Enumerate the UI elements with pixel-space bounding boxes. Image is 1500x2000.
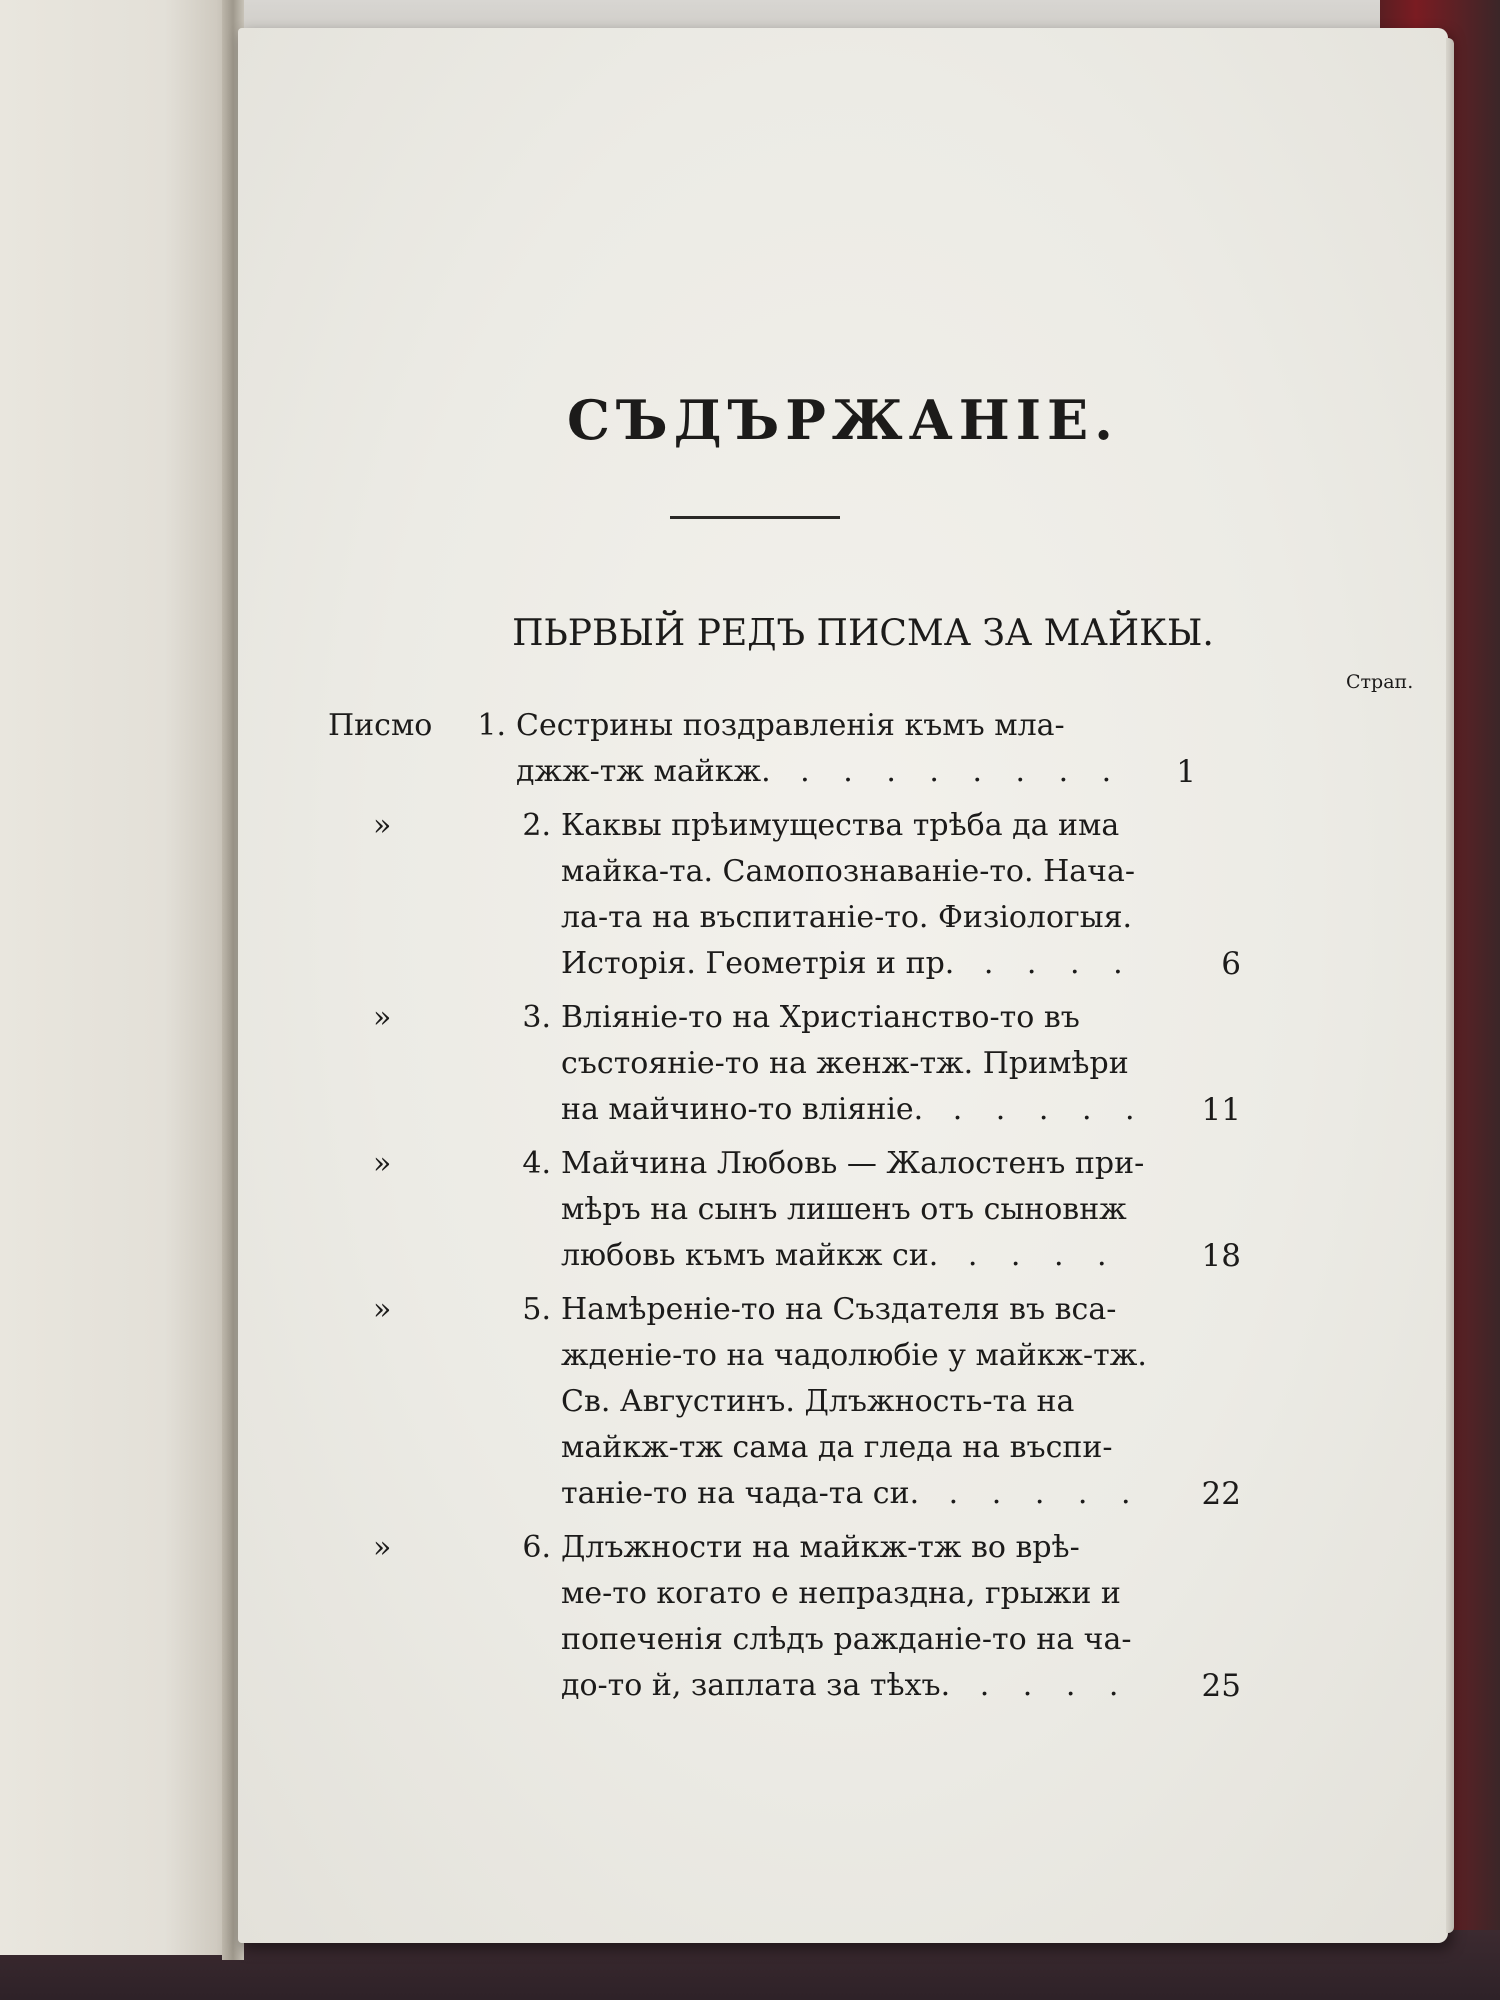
entry-number: 5. [522,1292,551,1327]
entry-page-number: 25 [1201,1668,1241,1704]
leader-dots: . . . . . . . . [778,754,1124,789]
toc-entry [328,995,1428,1133]
entry-description [561,995,1156,1133]
leader-dots: . . . . [946,1238,1119,1273]
toc-entry [328,803,1428,987]
entry-lead: » [373,1146,392,1181]
entry-lead: » [373,1292,392,1327]
entry-description [561,803,1156,987]
entry-line: Длъжности на майкж-тж во врѣ- [561,1530,1080,1565]
entry-line: майка-та. Самопознаваніе-то. Нача- [561,854,1135,889]
entry-line: състояніе-то на женж-тж. Примѣри [561,1046,1129,1081]
entry-lead: » [373,1000,392,1035]
entry-line: мѣръ на сынъ лишенъ отъ сыновнж [561,1192,1127,1227]
entry-number: 3. [522,1000,551,1035]
toc-entry [328,1141,1428,1279]
entry-number: 4. [522,1146,551,1181]
entry-line: любовь къмъ майкж си. [561,1238,939,1273]
entry-line: Вліяніе-то на Христіанство-то въ [561,1000,1080,1035]
left-page [0,0,235,1955]
entry-page-number: 11 [1201,1092,1241,1128]
leader-dots: . . . . . [927,1476,1143,1511]
entry-lead: » [373,808,392,843]
entry-line: ла-та на въспитаніе-то. Физіологыя. [561,900,1133,935]
entry-line: Св. Августинъ. Длъжность-та на [561,1384,1075,1419]
leader-dots: . . . . [958,1668,1131,1703]
entry-line: Намѣреніе-то на Създателя въ вса- [561,1292,1117,1327]
leader-dots: . . . . . [931,1092,1147,1127]
book-page [238,28,1448,1943]
entry-description [561,1141,1156,1279]
entry-line: до-то й, заплата за тѣхъ. [561,1668,951,1703]
section-heading: ПЬРВЫЙ РЕДЪ ПИСМА ЗА МАЙКЫ. [512,613,1214,654]
entry-line: майкж-тж сама да гледа на въспи- [561,1430,1113,1465]
entry-number: 6. [522,1530,551,1565]
entry-line: Исторія. Геометрія и пр. [561,946,955,981]
entry-page-number: 18 [1201,1238,1241,1274]
entry-line: Майчина Любовь — Жалостенъ при- [561,1146,1145,1181]
entry-line: таніе-то на чада-та си. [561,1476,920,1511]
page-column-label: Страп. [1346,671,1414,693]
entry-line: джж-тж майкж. [516,754,771,789]
toc-entry [328,1525,1428,1709]
entry-line: на майчино-то вліяніе. [561,1092,924,1127]
toc-entry [328,1287,1428,1517]
entry-number: 1. [477,708,506,743]
entry-description [561,1525,1156,1709]
page-title: СЪДЪРЖАНІЕ. [567,388,1119,452]
table-of-contents [328,703,1428,1709]
toc-entry [328,703,1428,795]
title-rule [670,516,840,519]
entry-page-number: 6 [1221,946,1241,982]
leader-dots: . . . . [962,946,1135,981]
entry-lead: » [373,1530,392,1565]
entry-lead: Писмо [328,708,433,743]
page-edge [1446,38,1454,1933]
entry-line: ме-то когато е непраздна, грыжи и [561,1576,1121,1611]
entry-page-number: 22 [1201,1476,1241,1512]
entry-line: Каквы прѣимущества трѣба да има [561,808,1120,843]
entry-line: жденіе-то на чадолюбіе у майкж-тж. [561,1338,1147,1373]
entry-number: 2. [522,808,551,843]
entry-line: Сестрины поздравленія къмъ мла- [516,708,1065,743]
entry-line: попеченія слѣдъ ражданіе-то на ча- [561,1622,1132,1657]
entry-page-number: 1 [1176,754,1196,790]
entry-description [516,703,1124,795]
entry-description [561,1287,1156,1517]
